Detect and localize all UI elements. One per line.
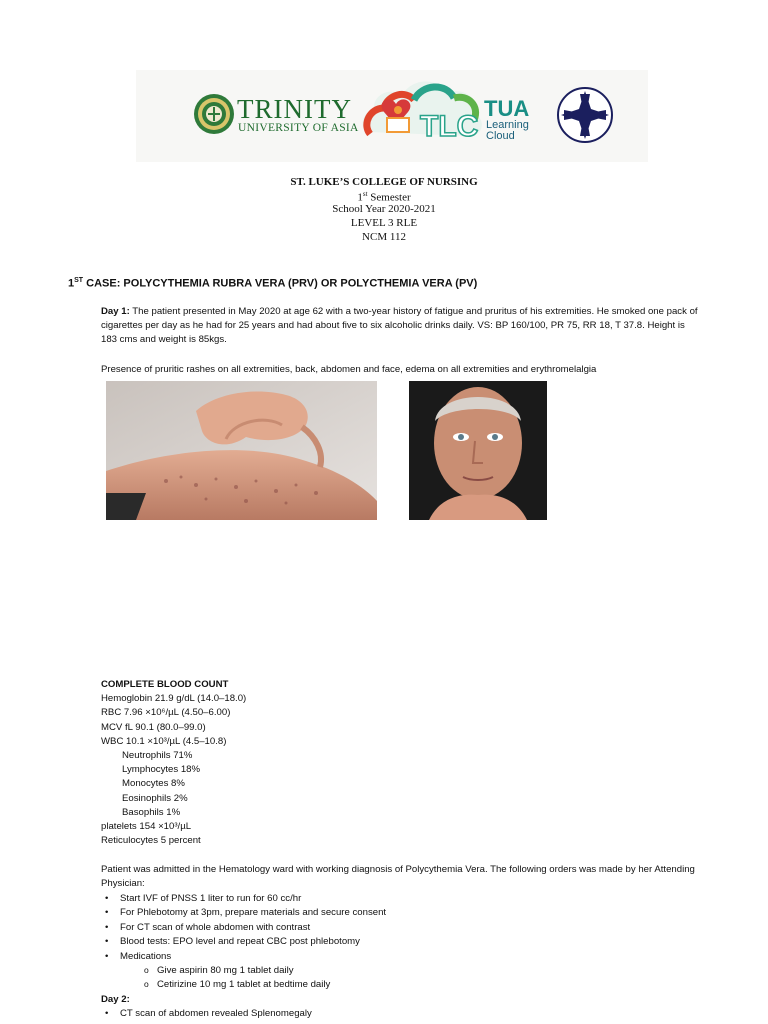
- cbc-row: MCV fL 90.1 (80.0–99.0): [101, 721, 206, 733]
- cbc-row: Basophils 1%: [122, 806, 181, 818]
- svg-text:TLC: TLC: [420, 110, 479, 143]
- college-name: ST. LUKE’S COLLEGE OF NURSING: [290, 176, 478, 188]
- day2-item: • CT scan of abdomen revealed Splenomegaly: [101, 1008, 312, 1019]
- cbc-row: Eosinophils 2%: [122, 792, 188, 804]
- trinity-seal-icon: [193, 93, 235, 135]
- day1-label: Day 1:: [101, 306, 130, 317]
- cbc-row: Hemoglobin 21.9 g/dL (14.0–18.0): [101, 693, 247, 705]
- level: LEVEL 3 RLE: [350, 217, 418, 229]
- rash-description: Presence of pruritic rashes on all extremities, back, abdomen and face, edema on all extremities and erythromelalgia: [101, 364, 597, 375]
- school-year: School Year 2020-2021: [332, 203, 436, 215]
- cbc-row: WBC 10.1 ×10³/µL (4.5–10.8): [101, 735, 227, 747]
- order-item: • Medications: [101, 950, 386, 964]
- day1-paragraph: [101, 305, 701, 347]
- day2-label: Day 2:: [101, 994, 130, 1005]
- cbc-row: Reticulocytes 5 percent: [101, 835, 201, 847]
- trinity-wordmark: TRINITY: [237, 94, 352, 124]
- cbc-row: Lymphocytes 18%: [122, 764, 201, 776]
- order-item: • Blood tests: EPO level and repeat CBC post phlebotomy: [101, 935, 386, 949]
- cbc-row: platelets 154 ×10³/µL: [101, 821, 192, 833]
- tua-wordmark: TUA: [484, 96, 530, 121]
- arm-rash-photo: [106, 381, 377, 520]
- admission-paragraph: Patient was admitted in the Hematology ward with working diagnosis of Polycythemia Vera. The following orders was made by her Attending Physician:: [101, 864, 695, 889]
- face-photo: [409, 381, 547, 520]
- order-item: • For CT scan of whole abdomen with contrast: [101, 921, 386, 935]
- learning-cloud-label: Learning Cloud: [486, 119, 529, 142]
- cbc-heading: COMPLETE BLOOD COUNT: [101, 679, 229, 690]
- day1-text: The patient presented in May 2020 at age 62 with a two-year history of fatigue and pruritus of his extremities. He smoked one pack of cigarettes per day as he had for 25 years and had about five to six alcoholic drinks daily. VS: BP 160/100, PR 75, RR 18, T 37.8. Height is 183 cms and weight is 85kgs.: [101, 306, 698, 345]
- medication-item: o Cetirizine 10 mg 1 tablet at bedtime daily: [101, 978, 386, 992]
- order-item: • Start IVF of PNSS 1 liter to run for 60 cc/hr: [101, 892, 386, 906]
- st-lukes-cross-emblem-icon: [556, 86, 614, 144]
- semester: 1st Semester: [357, 190, 411, 204]
- trinity-subtitle: UNIVERSITY OF ASIA: [238, 122, 359, 134]
- cbc-row: RBC 7.96 ×10⁶/µL (4.50–6.00): [101, 707, 231, 719]
- cbc-row: Neutrophils 71%: [122, 750, 193, 762]
- order-item: • For Phlebotomy at 3pm, prepare materials and secure consent: [101, 906, 386, 920]
- complete-blood-count: [101, 678, 246, 848]
- case-title: 1ST CASE: POLYCYTHEMIA RUBRA VERA (PRV) OR POLYCTHEMIA VERA (PV): [68, 277, 478, 290]
- trinity-logo: [193, 93, 359, 137]
- tua-learning-cloud-logo: [360, 72, 540, 152]
- day2-list: [101, 1008, 312, 1019]
- course-code: NCM 112: [362, 231, 406, 243]
- tlc-cloud-icon: [360, 72, 488, 152]
- physician-orders-list: [101, 892, 386, 993]
- medication-item: o Give aspirin 80 mg 1 tablet daily: [101, 964, 386, 978]
- cbc-row: Monocytes 8%: [122, 778, 185, 790]
